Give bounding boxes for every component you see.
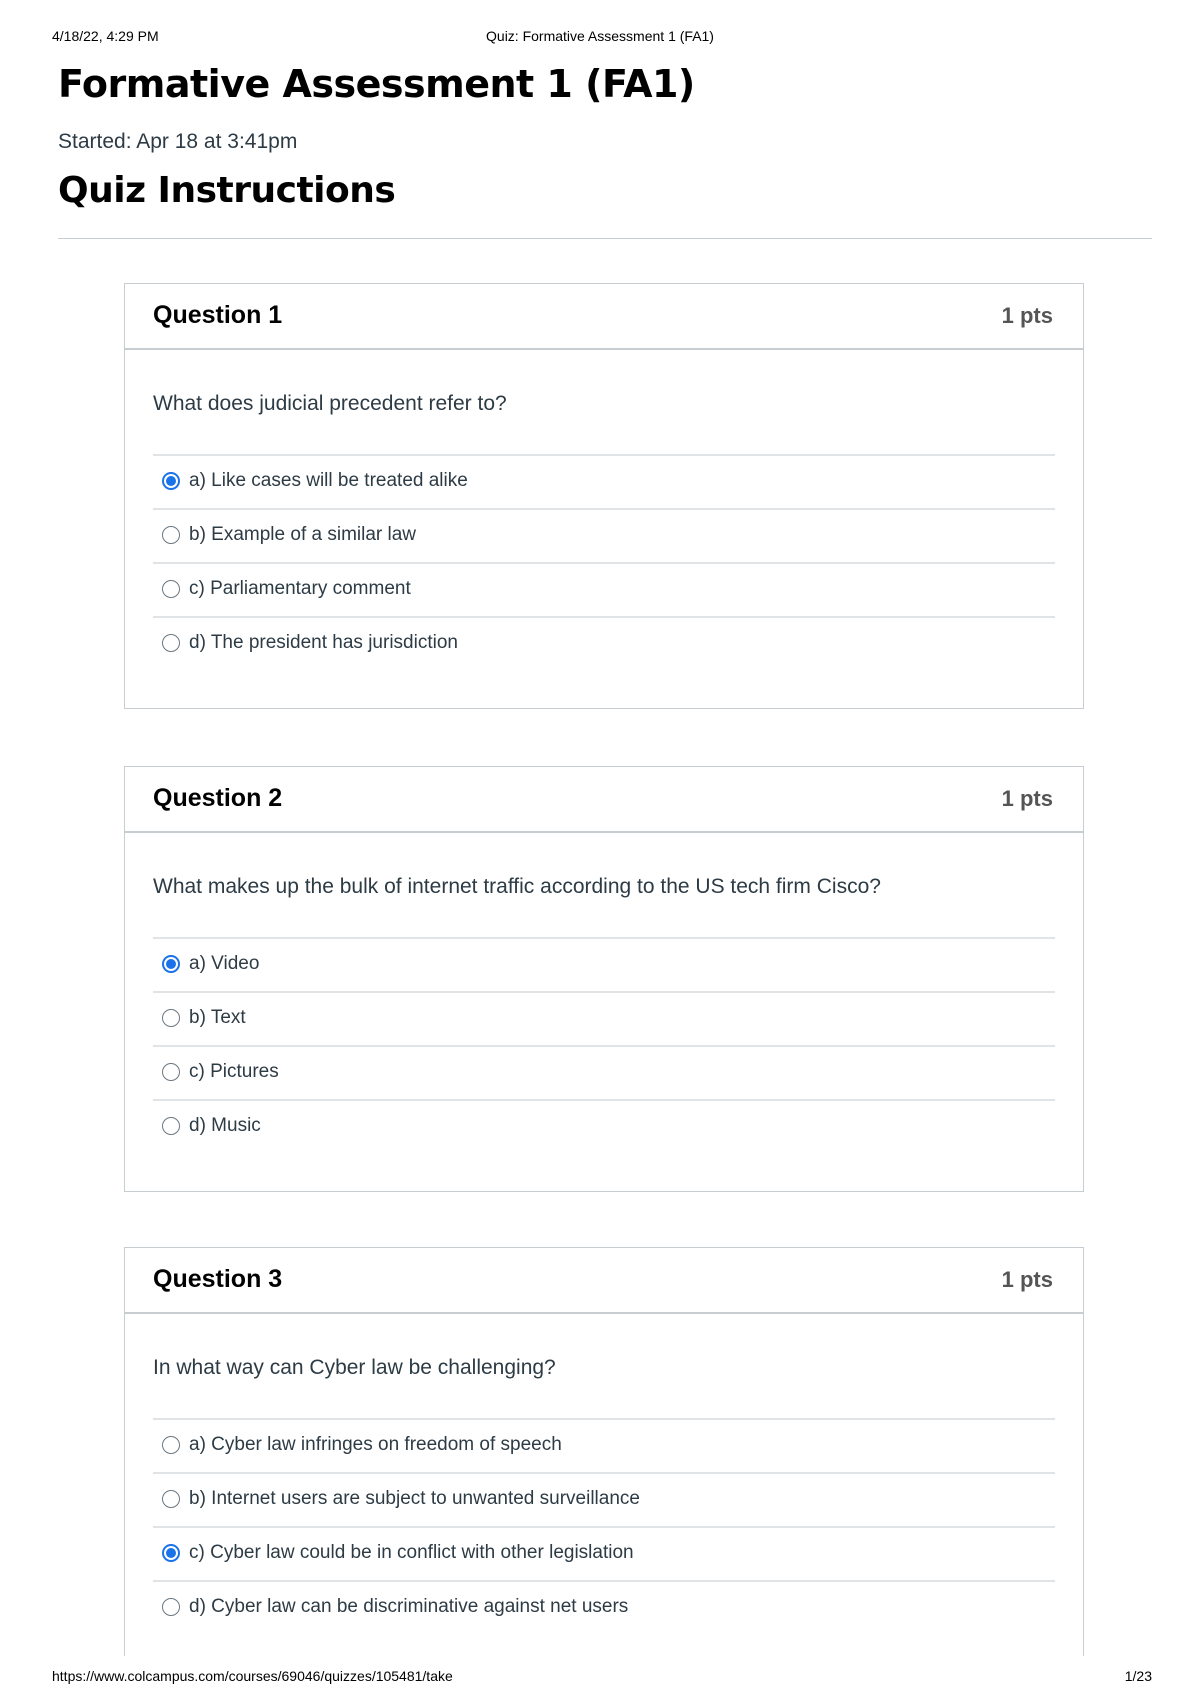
print-header	[0, 28, 1200, 48]
answer-option[interactable]	[153, 1101, 1055, 1153]
question-text: What does judicial precedent refer to?	[153, 392, 507, 415]
answer-label[interactable]: a) Video	[189, 953, 260, 974]
answer-list	[153, 454, 1055, 670]
radio-selected-icon[interactable]	[162, 955, 180, 973]
question-header	[125, 1248, 1083, 1314]
answer-list	[153, 1418, 1055, 1634]
question-points: 1 pts	[1001, 786, 1053, 811]
radio-icon[interactable]	[162, 1063, 180, 1081]
answer-label[interactable]: c) Parliamentary comment	[189, 578, 411, 599]
page-url: https://www.colcampus.com/courses/69046/quizzes/105481/take	[52, 1668, 453, 1684]
answer-label[interactable]: b) Internet users are subject to unwanted surveillance	[189, 1488, 640, 1509]
answer-label[interactable]: a) Cyber law infringes on freedom of speech	[189, 1434, 562, 1455]
answer-label[interactable]: b) Example of a similar law	[189, 524, 417, 545]
answer-option[interactable]	[153, 456, 1055, 510]
radio-icon[interactable]	[162, 634, 180, 652]
radio-selected-icon[interactable]	[162, 1544, 180, 1562]
page-number: 1/23	[1124, 1668, 1152, 1684]
answer-option[interactable]	[153, 510, 1055, 564]
question-name: Question 1	[153, 301, 283, 329]
question-points: 1 pts	[1001, 1267, 1053, 1292]
question-1	[124, 283, 1084, 709]
page-title: Formative Assessment 1 (FA1)	[58, 62, 695, 106]
question-header	[125, 767, 1083, 833]
answer-label[interactable]: c) Pictures	[189, 1061, 279, 1082]
answer-option[interactable]	[153, 1528, 1055, 1582]
answer-label[interactable]: c) Cyber law could be in conflict with other legislation	[189, 1542, 634, 1563]
question-3	[124, 1247, 1084, 1656]
answer-option[interactable]	[153, 1047, 1055, 1101]
question-header	[125, 284, 1083, 350]
quiz-instructions-heading: Quiz Instructions	[58, 170, 396, 211]
radio-icon[interactable]	[162, 580, 180, 598]
question-name: Question 3	[153, 1265, 283, 1293]
print-footer	[0, 1668, 1200, 1688]
print-date: 4/18/22, 4:29 PM	[52, 28, 159, 44]
question-text: In what way can Cyber law be challenging?	[153, 1356, 556, 1379]
started-timestamp: Started: Apr 18 at 3:41pm	[58, 130, 298, 153]
radio-icon[interactable]	[162, 526, 180, 544]
answer-list	[153, 937, 1055, 1153]
answer-label[interactable]: d) The president has jurisdiction	[189, 632, 458, 653]
answer-option[interactable]	[153, 939, 1055, 993]
answer-label[interactable]: b) Text	[189, 1007, 246, 1028]
question-name: Question 2	[153, 784, 283, 812]
answer-option[interactable]	[153, 993, 1055, 1047]
radio-icon[interactable]	[162, 1009, 180, 1027]
answer-option[interactable]	[153, 1582, 1055, 1634]
radio-icon[interactable]	[162, 1598, 180, 1616]
question-2	[124, 766, 1084, 1192]
radio-icon[interactable]	[162, 1436, 180, 1454]
answer-label[interactable]: d) Cyber law can be discriminative against net users	[189, 1596, 629, 1617]
question-points: 1 pts	[1001, 303, 1053, 328]
answer-option[interactable]	[153, 1420, 1055, 1474]
answer-label[interactable]: a) Like cases will be treated alike	[189, 470, 468, 491]
answer-option[interactable]	[153, 1474, 1055, 1528]
radio-icon[interactable]	[162, 1490, 180, 1508]
answer-option[interactable]	[153, 564, 1055, 618]
answer-label[interactable]: d) Music	[189, 1115, 261, 1136]
answer-option[interactable]	[153, 618, 1055, 670]
radio-icon[interactable]	[162, 1117, 180, 1135]
radio-selected-icon[interactable]	[162, 472, 180, 490]
divider	[58, 238, 1152, 239]
print-page-title: Quiz: Formative Assessment 1 (FA1)	[486, 28, 714, 44]
question-text: What makes up the bulk of internet traffic according to the US tech firm Cisco?	[153, 875, 881, 898]
